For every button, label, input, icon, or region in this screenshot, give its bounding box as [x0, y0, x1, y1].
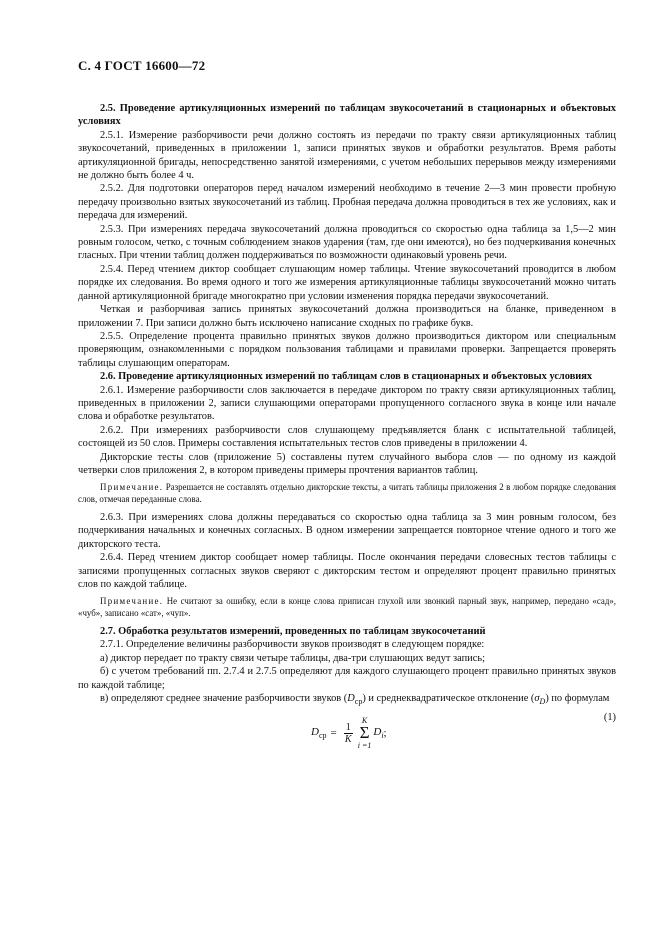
paragraph-2-6-2-cont: Дикторские тесты слов (приложение 5) составлены путем случайного выбора слов — по одному из каждой четверки слов приложения 2, в котором приведены примеры прочтения вариантов таблиц.: [78, 451, 616, 476]
note-text: Не считают за ошибку, если в конце слова приписан глухой или звонкий парный звук, например, передано «сад», «чуб», записано «сат», «чуп».: [78, 596, 616, 619]
paragraph-2-5-1: 2.5.1. Измерение разборчивости речи должно состоять из передачи по тракту связи артикуляционных таблиц звукосочетаний, приведенных в приложении 1, записи принятых звуков и обработки результатов. Время работы артикуляционной бригады, непосредственно занятой измерениями, с учетом небольших перерывов между измерениями не должно быть более 4 ч.: [78, 129, 616, 182]
formula-body: $D_{ср}$ = $\frac{1}{K}$ K Σ i =1 $D_i$ ;: [311, 716, 387, 751]
paragraph-2-6-1: 2.6.1. Измерение разборчивости слов заключается в передаче диктором по тракту связи артикуляционных таблиц, приведенных в приложении 2, записи слушающими операторами пропущенного согласного звука в конце или начале слова и обработке результатов.: [78, 384, 616, 423]
list-item-v: в) определяют среднее значение разборчивости звуков $(D_{ср})$ и среднеквадратическое отклонение $(\sigma_D)$ по формулам: [100, 693, 610, 707]
inline-sigma-d: $\sigma_D$: [534, 693, 546, 707]
paragraph-2-5-3: 2.5.3. При измерениях передача звукосочетаний должна проводиться со скоростью одна таблица за 1,5—2 мин ровным голосом, четко, с точным соблюдением знаков ударения (там, где они имеются), но без подчеркивания конечных гласных. При чтении таблиц должен поддерживаться по возможности одинаковый уровень речи.: [78, 223, 616, 262]
note-1: [78, 482, 616, 506]
paragraph-2-6-4: 2.6.4. Перед чтением диктор сообщает номер таблицы. После окончания передачи словесных тестов таблицы с записями пропущенных согласных звуков сверяют с дикторским тестом и определяют процент правильно принятых слов по каждой таблице.: [78, 552, 616, 590]
note-label: Примечание.: [100, 482, 164, 493]
formula-1: [78, 712, 616, 758]
document-page: [78, 58, 616, 758]
formula-lhs: $D_{ср}$: [311, 726, 327, 741]
fraction: $\frac{1}{K}$: [344, 721, 352, 745]
equation-number: (1): [603, 712, 616, 724]
note-text: Разрешается не составлять отдельно дикторские тексты, а читать таблицы приложения 2 в любом порядке следования слов, отмечая переданные слова.: [78, 482, 616, 505]
list-item-a: а) диктор передает по тракту связи четыре таблицы, два-три слушающих ведут запись;: [100, 652, 485, 664]
section-2-6-title: 2.6. Проведение артикуляционных измерений по таблицам слов в стационарных и объектовых условиях: [100, 371, 593, 383]
equals-sign: =: [330, 727, 337, 740]
section-2-5-title: 2.5. Проведение артикуляционных измерений по таблицам звукосочетаний в стационарных и объектовых условиях: [78, 103, 616, 128]
section-2-7-title: 2.7. Обработка результатов измерений, проведенных по таблицам звукосочетаний: [100, 626, 486, 637]
paragraph-2-5-2: 2.5.2. Для подготовки операторов перед началом измерений необходимо в течение 2—3 мин провести пробную передачу произвольно взятых звукосочетаний из таблиц. Пробная передача должна проводиться в тех же условиях, как и передача для измерений.: [78, 183, 616, 222]
paragraph-2-7-1: 2.7.1. Определение величины разборчивости звуков производят в следующем порядке:: [100, 639, 485, 651]
paragraph-2-5-5: 2.5.5. Определение процента правильно принятых звуков должно производиться диктором или специальным проверяющим, ознакомленными с порядком пользования таблицами и правилами проверки. Запрещается проверять таблицы слушающим операторам.: [78, 330, 616, 369]
inline-d-mean: $D_{ср}$: [347, 693, 363, 707]
page-header: С. 4 ГОСТ 16600—72: [78, 58, 206, 73]
paragraph-2-5-4: 2.5.4. Перед чтением диктор сообщает слушающим номер таблицы. Чтение звукосочетаний проводится в любом порядке их следования. Во время одного и того же измерения артикуляционные таблицы звукосочетаний можно читать данной артикуляционной бригаде многократно при условии изменения порядка передачи звукосочетаний.: [78, 263, 616, 302]
formula-term: $D_i$: [373, 726, 384, 741]
note-2: [78, 596, 616, 620]
list-item-b: б) с учетом требований пп. 2.7.4 и 2.7.5 определяют для каждого слушающего процент правильно принятых звуков по каждой таблице;: [78, 666, 616, 691]
sum-symbol: K Σ i =1: [357, 716, 372, 751]
note-label: Примечание.: [100, 596, 164, 607]
paragraph-2-6-3: 2.6.3. При измерениях слова должны передаваться со скоростью одна таблица за 3 мин ровным голосом, без подчеркивания начальных и конечных согласных. В одном измерении запрещается повторное чтение одного и того же дикторского теста.: [78, 511, 616, 550]
paragraph-2-6-2: 2.6.2. При измерениях разборчивости слов слушающему предъявляется бланк с испытательной таблицей, состоящей из 50 слов. Примеры составления испытательных тестов слов приведены в приложении 4.: [78, 424, 616, 450]
paragraph-2-5-4-cont: Четкая и разборчивая запись принятых звукосочетаний должна производиться на бланке, приведенном в приложении 7. При записи должно быть исключено написание сходных по графике букв.: [78, 304, 616, 329]
